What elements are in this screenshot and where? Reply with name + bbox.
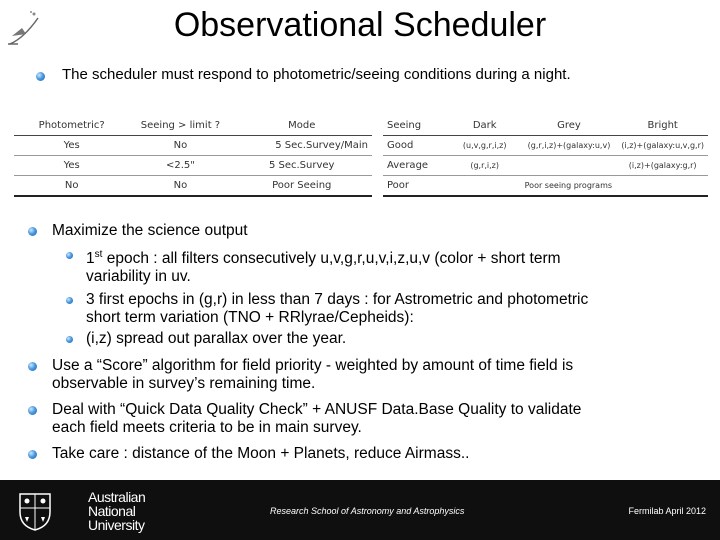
list-item-text: epoch : all filters consecutively u,v,g,r,u,v,i,z,u,v (color + short term [102,250,561,268]
table-row [14,136,372,156]
list-item-text: Take care : distance of the Moon + Planets, reduce Airmass.. [52,445,470,462]
table-cell: (u,v,g,r,i,z) [449,136,521,156]
table-cell: Yes [14,156,129,176]
bullet-icon [28,450,37,459]
list-item-text: 1 [86,250,95,268]
list-item-text: Maximize the science output [52,222,248,239]
list-item [86,246,561,285]
bullet-icon [66,336,73,343]
list-item-continuation: observable in survey’s remaining time. [52,374,316,392]
seeing-table [383,116,708,197]
table-cell: Good [383,136,449,156]
list-item-text: (i,z) spread out parallax over the year. [86,330,347,347]
list-item-continuation: short term variation (TNO + RRlyrae/Cepheids): [86,308,414,326]
bullet-icon [28,406,37,415]
institution-line: University [88,517,145,533]
list-item-text: Use a “Score” algorithm for field priority - weighted by amount of time field is [52,357,574,374]
institution-line: Australian [88,489,146,505]
list-item-continuation: variability in uv. [86,267,191,285]
anu-crest-icon [14,490,56,532]
table-cell: No [14,176,129,197]
list-item [52,445,469,463]
table-row [383,136,708,156]
list-item [52,401,581,436]
table-cell: (g,r,i,z) [449,156,521,176]
list-item [52,357,573,392]
table-cell: No [129,136,231,156]
table-cell: 5 Sec.Survey/Main [231,136,372,156]
table-header: Seeing > limit ? [129,116,231,136]
table-header: Mode [231,116,372,136]
table-cell: (g,r,i,z)+(galaxy:u,v) [521,136,618,156]
table-cell: No [129,176,231,197]
list-item [86,291,588,326]
bullet-icon [66,252,73,259]
table-header-row [14,116,372,136]
mode-table [14,116,372,197]
institution-line: National [88,503,136,519]
intro-text: The scheduler must respond to photometric/seeing conditions during a night. [62,66,571,83]
list-item-continuation: each field meets criteria to be in main survey. [52,418,362,436]
table-cell: 5 Sec.Survey [231,156,372,176]
bullet-icon [28,362,37,371]
table-row [14,156,372,176]
list-item-text: Deal with “Quick Data Quality Check” + ANUSF Data.Base Quality to validate [52,401,582,418]
table-cell: Poor [383,176,449,197]
list-item [86,330,346,348]
table-header: Bright [617,116,708,136]
table-cell: Poor Seeing [231,176,372,197]
table-cell: <2.5" [129,156,231,176]
table-row [14,176,372,197]
table-cell [449,176,521,197]
table-cell: (i,z)+(galaxy:g,r) [617,156,708,176]
table-row [383,176,708,197]
list-item [52,222,248,240]
table-cell [521,156,618,176]
table-header: Dark [449,116,521,136]
table-cell: Poor seeing programs [521,176,708,197]
table-header: Grey [521,116,618,136]
bullet-icon [28,227,37,236]
table-header: Photometric? [14,116,129,136]
list-item-text: 3 first epochs in (g,r) in less than 7 days : for Astrometric and photometric [86,291,589,308]
event-label: Fermilab April 2012 [628,506,706,516]
bullet-icon [66,297,73,304]
table-header: Seeing [383,116,449,136]
table-cell: Yes [14,136,129,156]
institution-name [88,490,145,532]
bullet-icon [36,72,45,81]
page-title: Observational Scheduler [173,6,547,44]
superscript: st [94,249,103,260]
table-cell: (i,z)+(galaxy:u,v,g,r) [617,136,708,156]
footer-bar [0,480,720,540]
table-header-row [383,116,708,136]
table-row [383,156,708,176]
school-name: Research School of Astronomy and Astrophysics [270,506,465,516]
table-cell: Average [383,156,449,176]
